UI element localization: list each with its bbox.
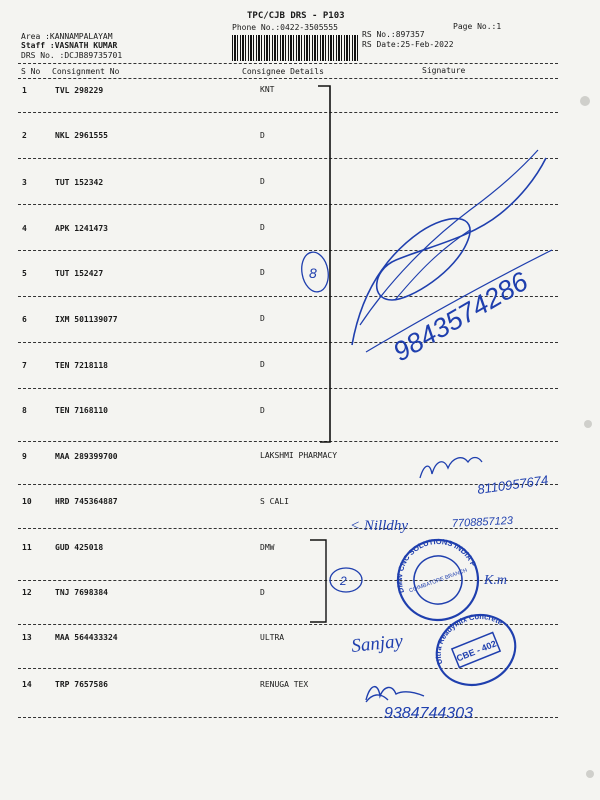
col-header-consignment: Consignment No [52,67,120,76]
row-sno: 3 [22,178,27,187]
row-consignment: TEN 7168110 [55,406,108,415]
row-sno: 10 [22,497,32,506]
signature-row-13: Sanjay [350,630,404,657]
row-sno: 1 [22,86,27,95]
row-sno: 8 [22,406,27,415]
col-header-sno: S No [21,67,41,76]
row-details: D [260,314,265,323]
row-consignment: TUT 152427 [55,269,104,278]
stamp2-center: CBE - 402 [455,638,498,664]
row-consignment: TRP 7657586 [55,680,108,689]
row-details: D [260,588,265,597]
row-details: RENUGA TEX [260,680,309,689]
row-consignment: APK 1241473 [55,224,108,233]
handwritten-phone-3: 7708857123 [451,514,514,530]
row-sno: 12 [22,588,32,597]
row-details: D [260,268,265,277]
row-consignment: NKL 2961555 [55,131,108,140]
row-sno: 7 [22,361,27,370]
page-number: Page No.:1 [453,22,502,31]
stamp1-text: DMW CNC SOLUTIONS INDIA PVT [394,536,479,595]
row-details: D [260,406,265,415]
row-sno: 14 [22,680,32,689]
sheet-title: TPC/CJB DRS - P103 [247,11,345,21]
row-consignment: TVL 298229 [55,86,104,95]
row-sno: 5 [22,269,27,278]
row-consignment: MAA 564433324 [55,633,118,642]
rs-number: RS No.:897357 [362,30,425,39]
row-sno: 13 [22,633,32,642]
scan-spot [580,96,590,106]
drs-number: DRS No. :DCJB89735701 [21,51,123,60]
row-consignment: IXM 501139077 [55,315,118,324]
row-consignment: MAA 289399700 [55,452,118,461]
row-details: DMW [260,543,275,552]
scan-spot [586,770,594,778]
stamp2-text: Ultra Readymix Concrete [433,612,505,666]
company-stamp-2 [422,601,526,698]
row-details: S CALI [260,497,289,506]
handwritten-phone-2: 8110957674 [476,472,550,497]
row-details: LAKSHMI PHARMACY [260,451,338,460]
row-details: D [260,223,265,232]
company-stamp-1 [0,14,492,769]
bracket-group-1 [318,86,330,442]
signature-row-11: K.m [484,573,507,588]
row-details: D [260,360,265,369]
row-consignment: GUD 425018 [55,543,104,552]
row-consignment: TNJ 7698384 [55,588,108,597]
phone-number: Phone No.:0422-3505555 [232,23,338,32]
row-sno: 6 [22,315,27,324]
signature-row-10: < Nilldhy [350,518,409,534]
signature-row-9 [420,458,482,479]
rs-date: RS Date:25-Feb-2022 [362,40,454,49]
group1-mark: 8 [309,265,317,281]
row-sno: 11 [22,543,32,552]
bracket-group-2 [310,540,326,622]
row-details: D [260,177,265,186]
row-details: D [260,131,265,140]
area-label: Area :KANNAMPALAYAM [21,32,113,41]
row-sno: 2 [22,131,27,140]
row-consignment: HRD 745364887 [55,497,118,506]
row-consignment: TUT 152342 [55,178,104,187]
signature-row-14 [366,687,424,702]
col-header-details: Consignee Details [242,67,324,76]
scan-spot [584,420,592,428]
handwritten-phone-4: 9384744303 [384,705,473,722]
row-consignment: TEN 7218118 [55,361,108,370]
row-sno: 9 [22,452,27,461]
row-sno: 4 [22,224,27,233]
row-details: ULTRA [260,633,285,642]
row-details: KNT [260,85,275,94]
handwritten-phone-1: 9843574286 [388,266,534,368]
svg-text:DMW CNC SOLUTIONS INDIA PVT LT [0,14,479,731]
stamp1-center: COIMBATORE BRANCH [408,567,469,595]
group2-mark: 2 [340,574,347,588]
staff-label: Staff :VASNATH KUMAR [21,41,118,50]
col-header-signature: Signature [422,66,466,75]
